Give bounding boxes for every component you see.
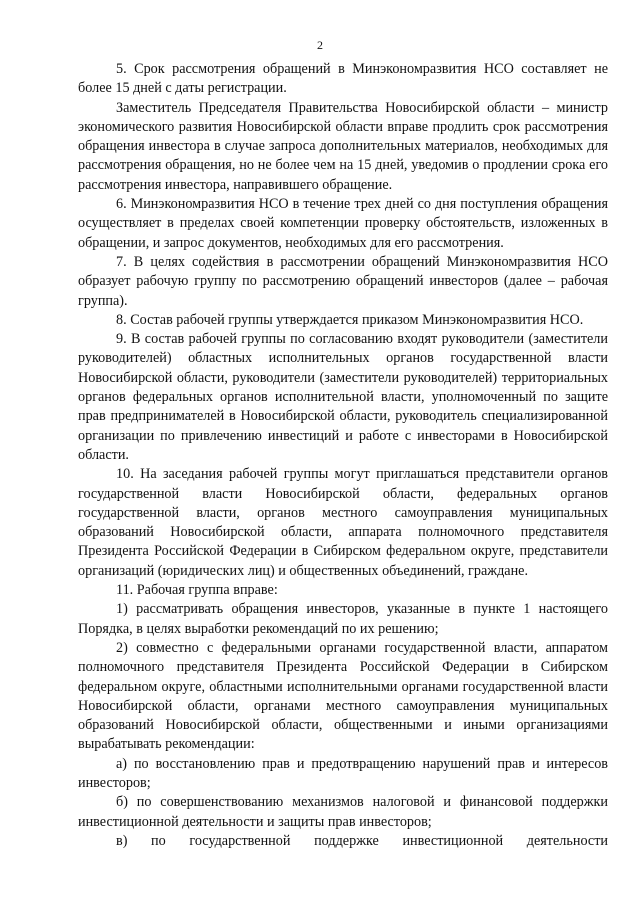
paragraph-10: 10. На заседания рабочей группы могут приглашаться представители органов государственной власти Новосибирской области, федеральных органов государственной власти, органов местного самоуправления муниципальных образований Новосибирской области, аппарата полномочного представителя Президента Российской Федерации в Сибирском федеральном округе, представители организаций (юридических лиц) и общественных объединений, граждане.: [78, 466, 608, 579]
paragraph-7: 7. В целях содействия в рассмотрении обращений Минэкономразвития НСО образует рабочую группу по рассмотрению обращений инвесторов (далее – рабочая группа).: [78, 253, 608, 309]
paragraph-5: 5. Срок рассмотрения обращений в Минэкономразвития НСО составляет не более 15 дней с даты регистрации.: [78, 61, 608, 97]
subitem-a: а) по восстановлению прав и предотвращению нарушений прав и интересов инвесторов;: [78, 755, 608, 791]
paragraph-6: 6. Минэкономразвития НСО в течение трех дней со дня поступления обращения осуществляет в пределах своей компетенции проверку обстоятельств, изложенных в обращении, и запрос документов, необходимых для его рассмотрения.: [78, 196, 608, 251]
subitem-2: 2) совместно с федеральными органами государственной власти, аппаратом полномочного представителя Президента Российской Федерации в Сибирском федеральном округе, областными исполнительными органами государственной власти Новосибирской области, органами местного самоуправления муниципальных образований Новосибирской области, общественными и иными организациями вырабатывать рекомендации:: [78, 639, 608, 753]
page-number: 2: [317, 38, 323, 52]
paragraph-11: 11. Рабочая группа вправе:: [116, 582, 278, 599]
paragraph-9: 9. В состав рабочей группы по согласованию входят руководители (заместители руководителей) областных исполнительных органов государственной власти Новосибирской области, руководители (заместители руководителей) территориальных органов федеральных органов исполнительной власти, уполномоченный по защите прав предпринимателей в Новосибирской области, руководитель специализированной организации по привлечению инвестиций и работе с инвесторами в Новосибирской области.: [78, 331, 608, 463]
paragraph-8: 8. Состав рабочей группы утверждается приказом Минэкономразвития НСО.: [116, 311, 584, 328]
subitem-v: в) по государственной поддержке инвестиционной деятельности: [116, 832, 608, 849]
paragraph-5-extension: Заместитель Председателя Правительства Новосибирской области – министр экономического развития Новосибирской области вправе продлить срок рассмотрения обращения инвестора в случае запроса дополнительных материалов, необходимых для рассмотрения обращения, но не более чем на 15 дней, уведомив о продлении срока его рассмотрения инвестора, направившего обращение.: [78, 99, 608, 193]
subitem-b: б) по совершенствованию механизмов налоговой и финансовой поддержки инвестиционной деятельности и защиты прав инвесторов;: [78, 794, 608, 830]
subitem-1: 1) рассматривать обращения инвесторов, указанные в пункте 1 настоящего Порядка, в целях выработки рекомендаций по их решению;: [78, 601, 608, 637]
document-body: [78, 60, 608, 851]
